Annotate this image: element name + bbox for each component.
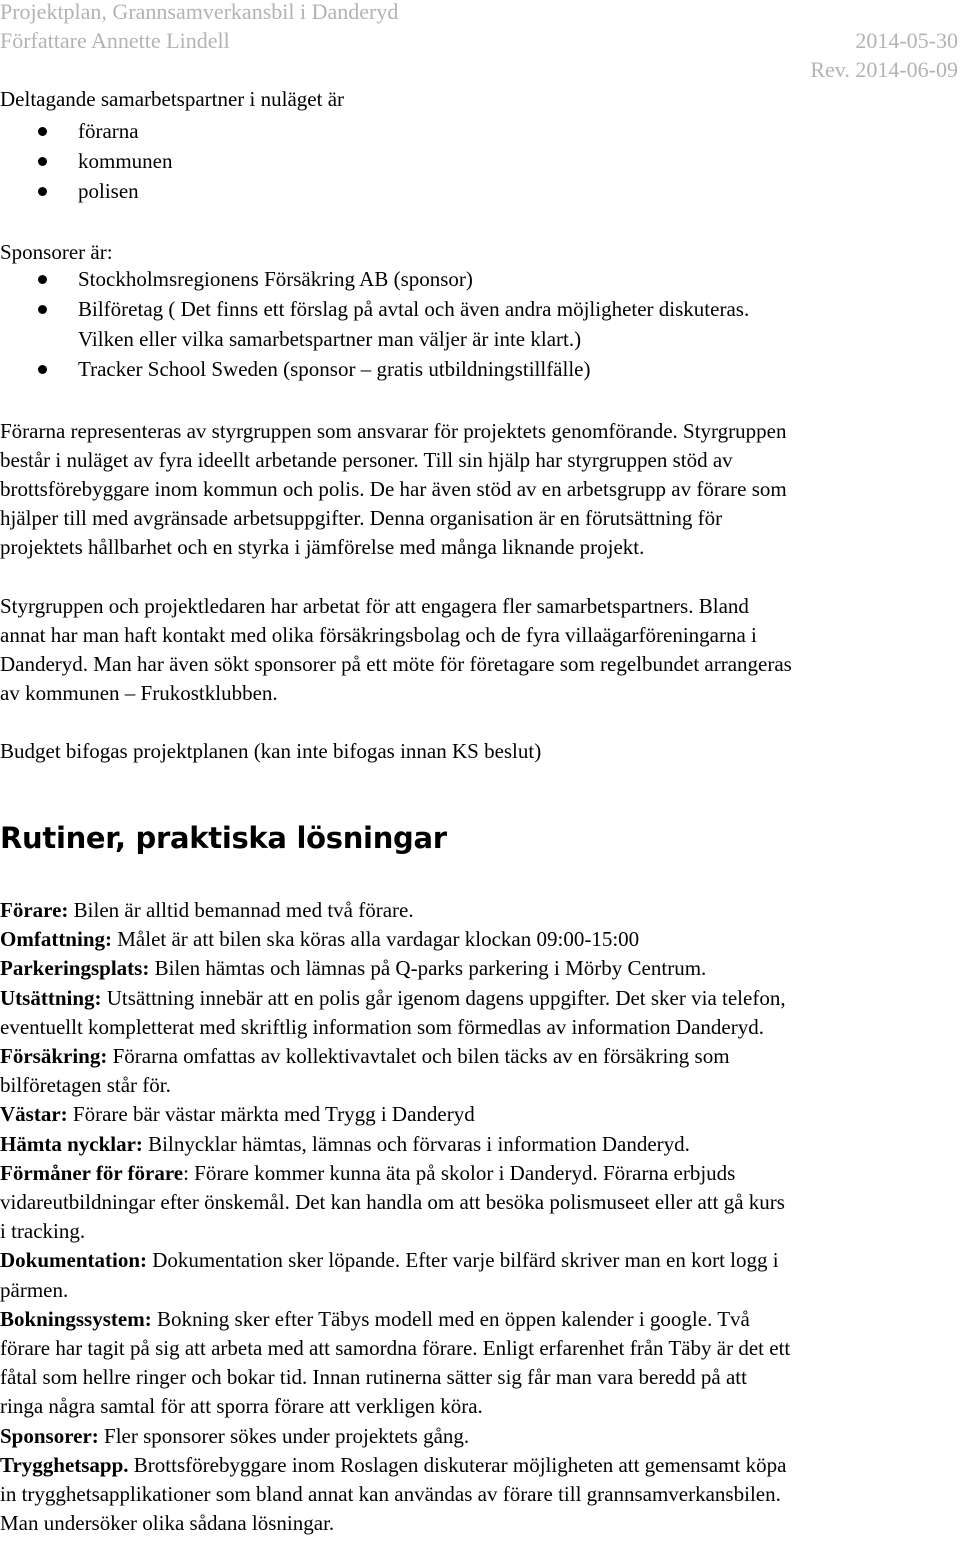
bullet-icon (38, 157, 47, 166)
sponsors-intro: Sponsorer är: (0, 240, 113, 264)
doc-title: Projektplan, Grannsamverkansbil i Danderyd (0, 0, 399, 24)
routine-nycklar: Hämta nycklar: Bilnycklar hämtas, lämnas och förvaras i information Danderyd. (0, 1131, 690, 1156)
routine-formaner: Förmåner för förare: Förare kommer kunna äta på skolor i Danderyd. Förarna erbjuds (0, 1160, 736, 1185)
routine-forare: Förare: Bilen är alltid bemannad med två förare. (0, 898, 414, 922)
routine-forsakring: Försäkring: Förarna omfattas av kollektivavtalet och bilen täcks av en försäkring som (0, 1044, 730, 1069)
routine-bokning: Bokningssystem: Bokning sker efter Täbys modell med en öppen kalender i google. Två (0, 1306, 750, 1331)
doc-author: Författare Annette Lindell (0, 28, 230, 53)
bullet-icon (38, 187, 47, 196)
bullet-icon (38, 365, 47, 374)
doc-date: 2014-05-30 (855, 28, 958, 53)
paragraph-budget: Budget bifogas projektplanen (kan inte bifogas innan KS beslut) (0, 739, 542, 763)
list-item: kommunen (0, 146, 173, 176)
routine-sponsorer: Sponsorer: Fler sponsorer sökes under projektets gång. (0, 1423, 470, 1448)
bullet-icon (38, 305, 47, 314)
doc-revision: Rev. 2014-06-09 (810, 57, 958, 82)
bullet-icon (38, 275, 47, 284)
routine-vastar: Västar: Förare bär västar märkta med Trygg i Danderyd (0, 1102, 475, 1127)
routine-utsattning: Utsättning: Utsättning innebär att en polis går igenom dagens uppgifter. Det sker via telefon, (0, 985, 786, 1010)
sponsors-list (0, 264, 749, 384)
participants-intro: Deltagande samarbetspartner i nuläget är (0, 87, 345, 111)
routine-parkering: Parkeringsplats: Bilen hämtas och lämnas på Q-parks parkering i Mörby Centrum. (0, 956, 707, 981)
paragraph-partners: Styrgruppen och projektledaren har arbetat för att engagera fler samarbetspartners. Bland annat har man haft kontakt med olika försäkringsbolag och de fyra villaägarföreningarna i Danderyd. Man har även sökt sponsorer på ett möte för företagare som regelbundet arrangeras av kommunen – Frukostklubben. (0, 594, 792, 705)
section-heading: Rutiner, praktiska lösningar (0, 821, 447, 855)
list-item: Tracker School Sweden (sponsor – gratis utbildningstillfälle) (0, 354, 749, 384)
paragraph-organisation: Förarna representeras av styrgruppen som ansvarar för projektets genomförande. Styrgruppen består i nuläget av fyra ideellt arbetande personer. Till sin hjälp har styrgruppen stöd av brottsförebyggare inom kommun och polis. De har även stöd av en arbetsgrupp av förare som hjälper till med avgränsade arbetsuppgifter. Denna organisation är en förutsättning för projektets hållbarhet och en styrka i jämförelse med många liknande projekt. (0, 419, 787, 559)
list-item: Bilföretag ( Det finns ett förslag på avtal och även andra möjligheter diskuteras. Vilken eller vilka samarbetspartner man väljer är inte klart.) (0, 294, 749, 354)
routine-trygghetsapp: Trygghetsapp. Brottsförebyggare inom Roslagen diskuterar möjligheten att gemensamt köpa (0, 1452, 787, 1477)
list-item: polisen (0, 176, 173, 206)
routines-section: Förare: Bilen är alltid bemannad med två förare. Omfattning: Målet är att bilen ska köras alla vardagar klockan 09:00-15:00 Parkeringsplats: Bilen hämtas och lämnas på Q-parks parkering i Mörby Centrum. Utsättning: Utsättning innebär att en polis går igenom dagens uppgifter. Det sker via telefon, eventuellt kompletterat med skriftlig information som förmedlas av information Danderyd. Försäkring: Förarna omfattas av kollektivavtalet och bilen täcks av en försäkring som bilföretagen står för. Västar: Förare bär västar märkta med Trygg i Danderyd Hämta nycklar: Bilnycklar hämtas, lämnas och förvaras i information Danderyd. Förmåner för förare: Förare kommer kunna äta på skolor i Danderyd. Förarna erbjuds vidareutbildningar efter önskemål. Det kan handla om att besöka polismuseet eller att gå kurs i tracking. Dokumentation: Dokumentation sker löpande. Efter varje bilfärd skriver man en kort logg i pärmen. Bokningssystem: Bokning sker efter Täbys modell med en öppen kalender i google. Två förare har tagit på sig att arbeta med att samordna förare. Enligt erfarenhet från Täby är det ett fåtal som hellre ringer och bokar tid. Innan rutinerna sätter sig får man vara beredd på att ringa några samtal för att sporra förare att verkligen köra. Sponsorer: Fler sponsorer sökes under projektets gång. Trygghetsapp. Brottsförebyggare inom Roslagen diskuterar möjligheten att gemensamt köpa in trygghetsapplikationer som bland annat kan användas av förare till grannsamverkansbilen. Man undersöker olika sådana lösningar. (0, 896, 960, 1538)
bullet-icon (38, 127, 47, 136)
list-item: Stockholmsregionens Försäkring AB (sponsor) (0, 264, 749, 294)
participants-list (0, 116, 173, 206)
list-item: förarna (0, 116, 173, 146)
routine-omfattning: Omfattning: Målet är att bilen ska köras alla vardagar klockan 09:00-15:00 (0, 927, 640, 952)
routine-dokumentation: Dokumentation: Dokumentation sker löpande. Efter varje bilfärd skriver man en kort logg i (0, 1248, 779, 1273)
